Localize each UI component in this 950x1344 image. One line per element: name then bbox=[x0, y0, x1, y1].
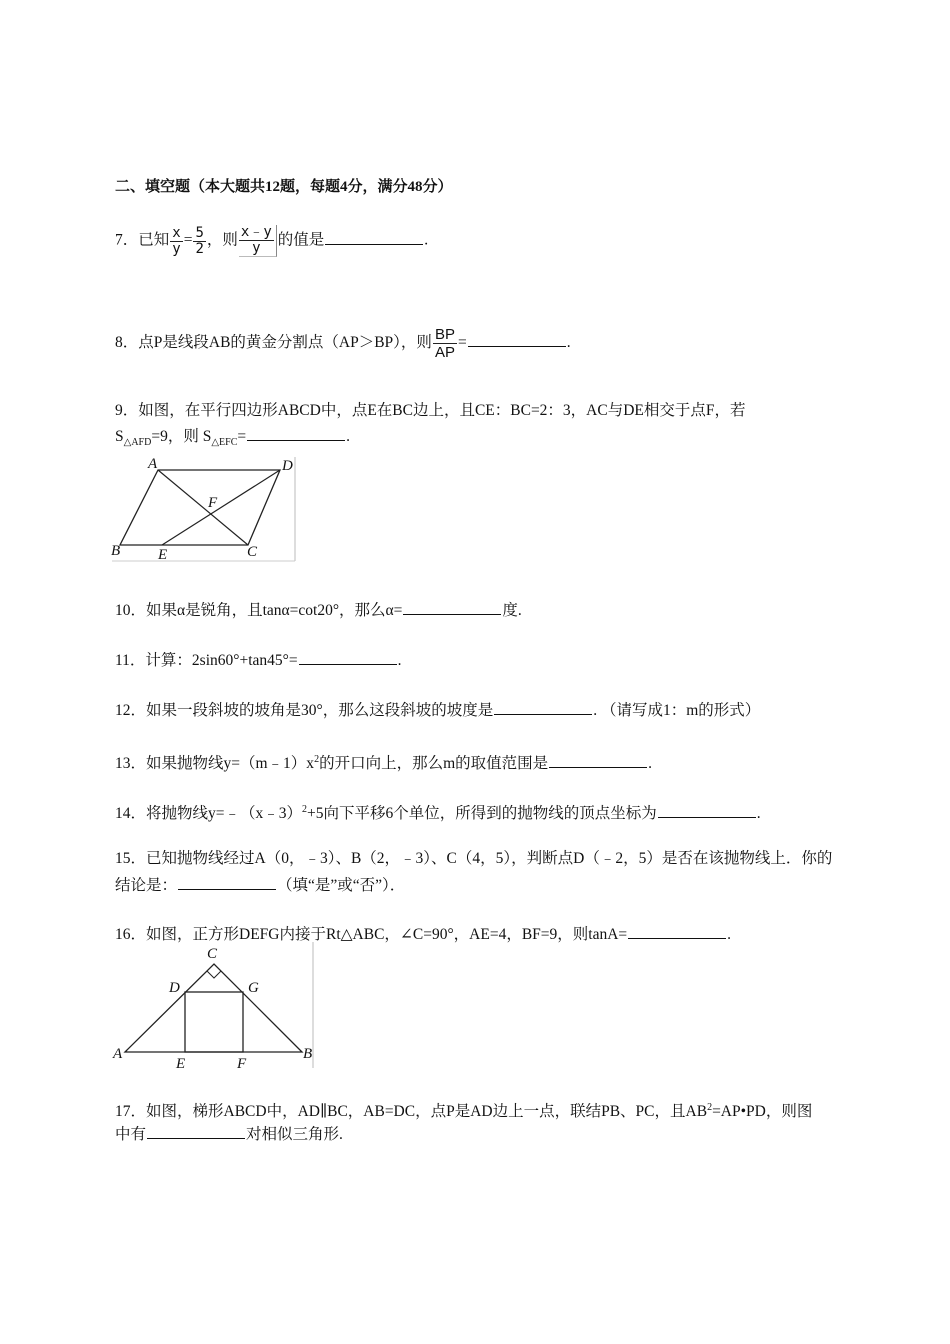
question-9-line1: 9．如图，在平行四边形ABCD中，点E在BC边上，且CE：BC=2：3，AC与DE相交于点F，若 bbox=[115, 402, 746, 419]
right-angle-mark bbox=[207, 971, 221, 978]
question-10: 10．如果α是锐角，且tanα=cot20°，那么α= 度. bbox=[115, 602, 522, 619]
label-A: A bbox=[113, 1046, 123, 1062]
question-17-line2: 中有 对相似三角形. bbox=[115, 1126, 343, 1143]
square-defg bbox=[185, 992, 243, 1052]
label-A: A bbox=[148, 456, 158, 472]
answer-blank-14[interactable] bbox=[658, 803, 756, 818]
label-E: E bbox=[176, 1056, 186, 1072]
question-15-line1: 15．已知抛物线经过A（0，﹣3）、B（2，﹣3）、C（4，5），判断点D（﹣2，5）是否在该抛物线上．你的 bbox=[115, 850, 833, 867]
question-12: 12．如果一段斜坡的坡角是30°，那么这段斜坡的坡度是 . （请写成1：m的形式） bbox=[115, 702, 761, 719]
section-title: 二、填空题（本大题共12题，每题4分，满分48分） bbox=[115, 179, 453, 195]
question-16: 16．如图，正方形DEFG内接于Rt△ABC，∠C=90°，AE=4，BF=9，则tanA= . bbox=[115, 926, 732, 943]
label-D: D bbox=[169, 980, 180, 996]
question-15-line2: 结论是： （填“是”或“否”）． bbox=[115, 877, 406, 894]
label-E: E bbox=[158, 547, 168, 563]
answer-blank-7[interactable] bbox=[325, 230, 423, 245]
right-triangle-square-figure bbox=[110, 940, 320, 1075]
answer-blank-13[interactable] bbox=[549, 753, 647, 768]
label-F: F bbox=[208, 495, 218, 511]
label-G: G bbox=[248, 980, 259, 996]
answer-blank-11[interactable] bbox=[299, 650, 397, 665]
question-8: 8．点P是线段AB的黄金分割点（AP＞BP），则 $\frac{BP}{AP}$ = . bbox=[115, 326, 571, 361]
label-C: C bbox=[207, 946, 218, 962]
fraction-5-over-2: $\frac{5}{2}$ bbox=[195, 224, 204, 257]
label-D: D bbox=[282, 458, 293, 474]
diagonal-ac bbox=[158, 470, 248, 545]
label-B: B bbox=[111, 543, 121, 559]
label-C: C bbox=[247, 544, 258, 560]
question-14: 14．将抛物线y=﹣（x﹣3）$^2$+5向下平移6个单位，所得到的抛物线的顶点坐标为 . bbox=[115, 804, 761, 823]
label-F: F bbox=[237, 1056, 247, 1072]
label-B: B bbox=[303, 1046, 313, 1062]
segment-de bbox=[162, 470, 280, 545]
answer-blank-10[interactable] bbox=[403, 600, 501, 615]
parallelogram-abcd bbox=[120, 470, 280, 545]
q7-number: 7．已知 bbox=[115, 231, 170, 249]
answer-blank-8[interactable] bbox=[468, 332, 566, 347]
question-9-line2: $S_{\triangle AFD}=9$，则 $S_{\triangle EFC}=$ . bbox=[115, 428, 350, 449]
fraction-x-over-y: $\frac{x}{y}$ bbox=[172, 224, 181, 257]
answer-blank-17[interactable] bbox=[147, 1124, 245, 1139]
question-13: 13．如果抛物线$y=(m﹣1)x^2$的开口向上，那么m的取值范围是 . bbox=[115, 754, 652, 773]
question-7: 7．已知 $\frac{x}{y}$ = $\frac{5}{2}$ ，则 $\frac{x﹣y}{y}$ 的值是 . bbox=[115, 224, 429, 257]
answer-blank-12[interactable] bbox=[494, 700, 592, 715]
question-17-line1: 17．如图，梯形ABCD中，AD∥BC，AB=DC，点P是AD边上一点，联结PB、PC，且$AB^2=AP•PD$，则图 bbox=[115, 1102, 813, 1121]
parallelogram-figure bbox=[110, 455, 300, 565]
answer-blank-15[interactable] bbox=[178, 875, 276, 890]
answer-blank-9[interactable] bbox=[247, 426, 345, 441]
answer-blank-16[interactable] bbox=[628, 924, 726, 939]
fraction-x-minus-y-over-y: $\frac{x﹣y}{y}$ bbox=[239, 225, 277, 257]
fraction-bp-over-ap: $\frac{BP}{AP}$ bbox=[434, 326, 455, 361]
question-11: 11．计算：2sin60°+tan45°= . bbox=[115, 652, 402, 669]
